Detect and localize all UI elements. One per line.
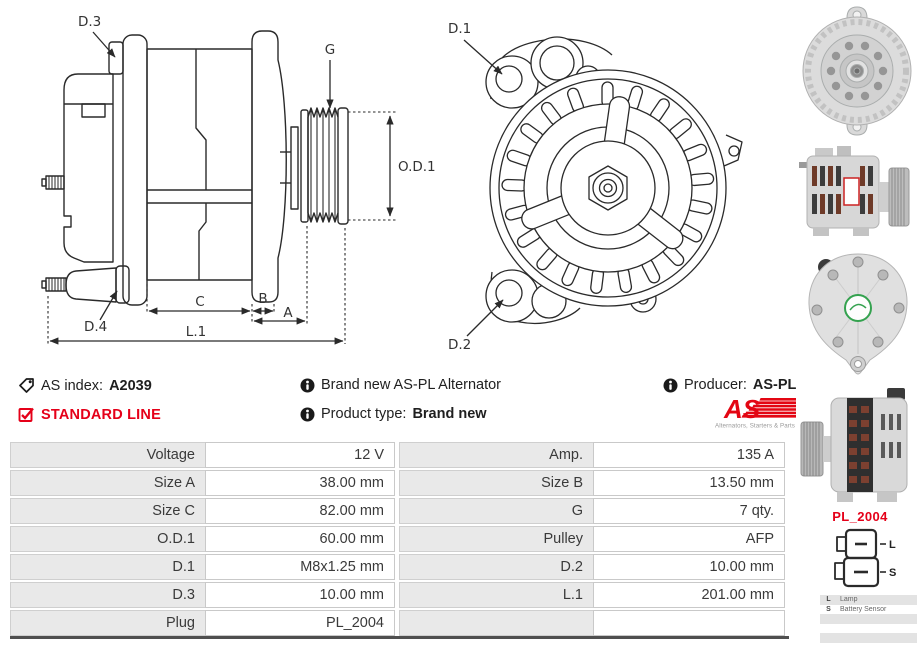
producer-value: AS-PL [752,377,797,393]
spec-label: O.D.1 [10,526,205,552]
info-icon [663,378,678,393]
spec-label: Voltage [10,442,205,468]
spec-label: L.1 [399,582,593,608]
plug-code-label: PL_2004 [832,509,888,524]
info-icon [300,407,315,422]
product-photo-side-right[interactable] [797,140,919,240]
as-index-row [18,377,152,394]
table-row [10,554,789,580]
spec-value: AFP [593,526,785,552]
spec-value [593,610,785,636]
plug-pin-s-label: S [889,567,897,579]
spec-value: 13.50 mm [593,470,785,496]
spec-label: D.1 [10,554,205,580]
dim-label-d2: D.2 [448,337,472,353]
product-type-row [300,406,487,422]
spec-value: PL_2004 [205,610,395,636]
plug-diagram [822,528,912,590]
table-row [10,526,789,552]
legend-row-empty [820,624,917,634]
product-photo-rear-cover[interactable] [800,250,916,382]
table-row [10,582,789,608]
front-view [464,37,742,336]
description-text: Brand new AS-PL Alternator [321,377,502,393]
legend-row [820,605,917,615]
spec-value: 12 V [205,442,395,468]
dim-label-d4: D.4 [84,319,108,335]
spec-label: Amp. [399,442,593,468]
spec-value: 201.00 mm [593,582,785,608]
spec-value: 7 qty. [593,498,785,524]
spec-value: 60.00 mm [205,526,395,552]
tag-icon [18,377,35,394]
info-icon [300,378,315,393]
dim-label-a: A [283,305,293,321]
spec-value: 10.00 mm [593,554,785,580]
standard-line-label: STANDARD LINE [41,406,161,423]
spec-label: Plug [10,610,205,636]
checkbox-checked-icon [18,406,35,423]
as-index-value: A2039 [109,377,152,394]
table-row [10,442,789,468]
spec-value: 82.00 mm [205,498,395,524]
pin-legend [820,595,917,643]
legend-key: S [826,605,831,613]
producer-label: Producer: [684,377,747,393]
dim-label-d3: D.3 [78,14,102,30]
dim-label-g: G [324,42,336,58]
legend-desc: Lamp [840,596,858,604]
legend-row-empty [820,633,917,643]
dim-label-od1: O.D.1 [398,159,436,175]
dim-label-d1: D.1 [448,21,472,37]
product-type-value: Brand new [412,406,487,422]
table-row [10,610,789,636]
as-pl-logo [710,395,796,431]
dim-label-c: C [195,294,205,310]
as-index-label: AS index: [41,377,104,394]
spec-label: G [399,498,593,524]
description-row [300,377,501,393]
table-row [10,470,789,496]
spec-label: Size B [399,470,593,496]
legend-row-empty [820,614,917,624]
legend-key: L [826,596,831,604]
dim-label-l1: L.1 [185,324,207,340]
technical-drawing [0,0,790,365]
spec-label: Size A [10,470,205,496]
spec-label: D.3 [10,582,205,608]
logo-text: AS [724,395,761,424]
spec-table [10,442,789,639]
product-photo-rear-view[interactable] [800,4,915,138]
dimension-lines [50,32,390,341]
table-row [10,498,789,524]
spec-label: Size C [10,498,205,524]
legend-desc: Battery Sensor [840,605,887,613]
extension-lines [48,112,398,344]
legend-row [820,595,917,605]
spec-label [399,610,593,636]
side-view [42,31,348,305]
product-type-label: Product type: [321,406,407,422]
spec-value: 38.00 mm [205,470,395,496]
dim-label-b: B [258,291,268,307]
logo-tagline: Alternators, Starters & Parts [715,422,795,430]
product-photo-side-left[interactable] [799,386,917,508]
spec-value: 135 A [593,442,785,468]
spec-value: 10.00 mm [205,582,395,608]
plug-pin-l-label: L [889,539,896,551]
spec-value: M8x1.25 mm [205,554,395,580]
spec-label: Pulley [399,526,593,552]
standard-line-row [18,406,161,423]
producer-row [663,377,796,393]
spec-label: D.2 [399,554,593,580]
